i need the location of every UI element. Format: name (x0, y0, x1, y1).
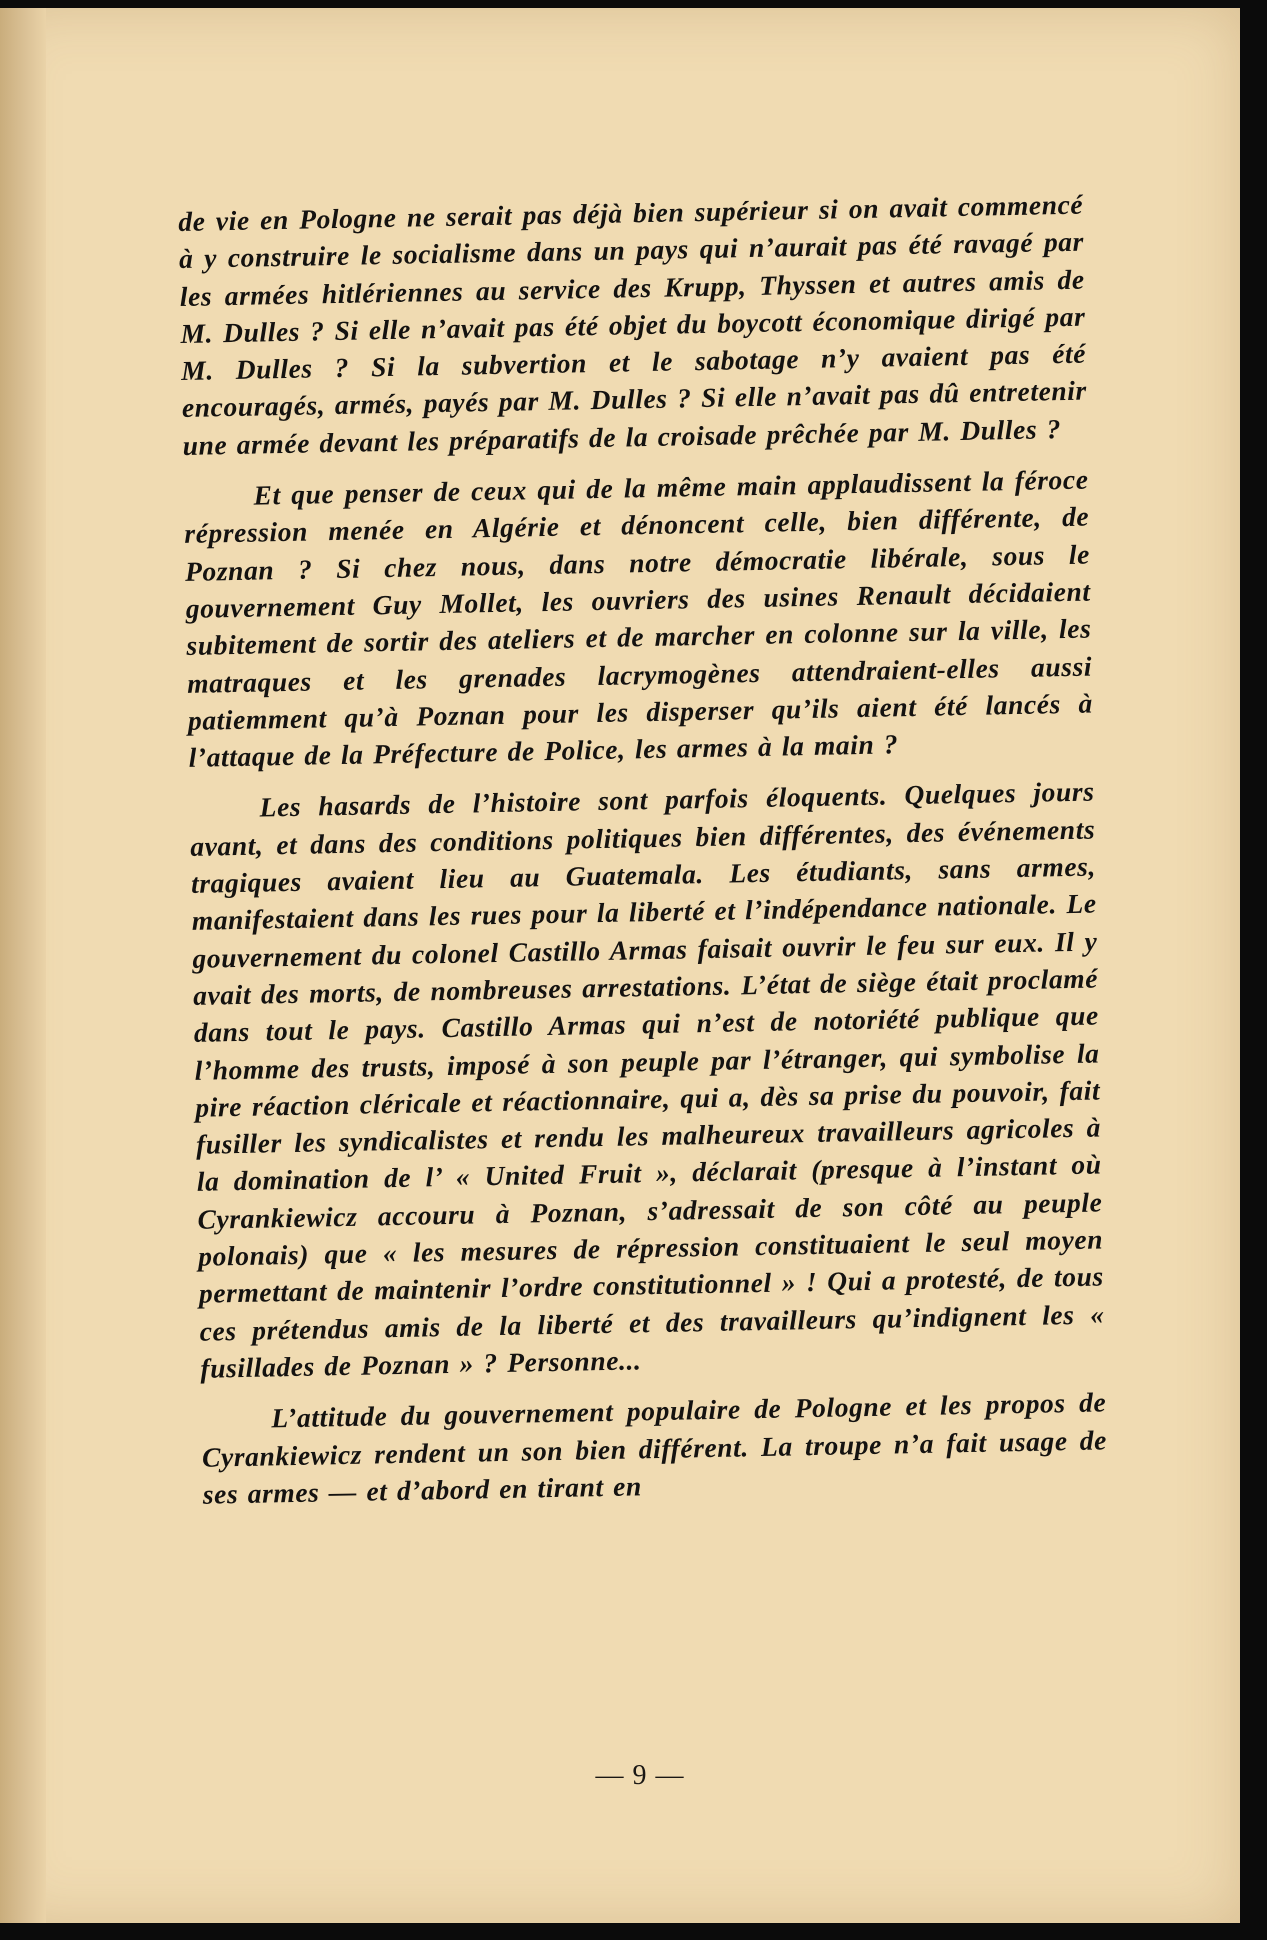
page-spine (0, 8, 46, 1923)
paragraph-1: de vie en Pologne ne serait pas déjà bien supérieur si on avait commencé à y construire le socialisme dans un pays qui n’aurait pas été ravagé par les armées hitlériennes au service des Krupp, Thyssen et autres amis de M. Dulles ? Si elle n’avait pas été objet du boycott économique dirigé par M. Dulles ? Si la subvertion et le sabotage n’y avaient pas été encouragés, armés, payés par M. Dulles ? Si elle n’avait pas dû entretenir une armée devant les préparatifs de la croisade prêchée par M. Dulles ? (178, 188, 1088, 461)
paragraph-3: Les hasards de l’histoire sont parfois éloquents. Quelques jours avant, et dans des conditions politiques bien différentes, des événements tragiques avaient lieu au Guatemala. Les étudiants, sans armes, manifestaient dans les rues pour la liberté et l’indépendance nationale. Le gouvernement du colonel Castillo Armas faisait ouvrir le feu sur eux. Il y avait des morts, de nombreuses arrestations. L’état de siège était proclamé dans tout le pays. Castillo Armas qui n’est de notoriété publique que l’homme des trusts, imposé à son peuple par l’étranger, qui symbolise la pire réaction cléricale et réactionnaire, qui a, dès sa prise du pouvoir, fait fusiller les syndicalistes et rendu les malheureux travailleurs agricoles à la domination de l’ « United Fruit », déclarait (presque à l’instant où Cyrankiewicz accouru à Poznan, s’adressait de son côté au peuple polonais) que « les mesures de répression constituaient le seul moyen permettant de maintenir l’ordre constitutionnel » ! Qui a protesté, de tous ces prétendus amis de la liberté et des travailleurs qu’indignent les « fusillades de Poznan » ? Personne... (190, 775, 1105, 1384)
page-number: — 9 — (595, 1760, 685, 1791)
paragraph-2: Et que penser de ceux qui de la même main applaudissent la féroce répression menée en Algérie et dénoncent celle, bien différente, de Poznan ? Si chez nous, dans notre démocratie libérale, sous le gouvernement Guy Mollet, les ouvriers des usines Renault décidaient subitement de sortir des ateliers et de marcher en colonne sur la ville, les matraques et les grenades lacrymogènes attendraient-elles aussi patiemment qu’à Poznan pour les disperser qu’ils aient été lancés à l’attaque de la Préfecture de Police, les armes à la main ? (184, 463, 1094, 774)
body-text (178, 186, 1108, 1527)
book-page (0, 8, 1240, 1923)
paragraph-4: L’attitude du gouvernement populaire de Pologne et les propos de Cyrankiewicz rendent un son bien différent. La troupe n’a fait usage de ses armes — et d’abord en tirant en (201, 1386, 1108, 1510)
